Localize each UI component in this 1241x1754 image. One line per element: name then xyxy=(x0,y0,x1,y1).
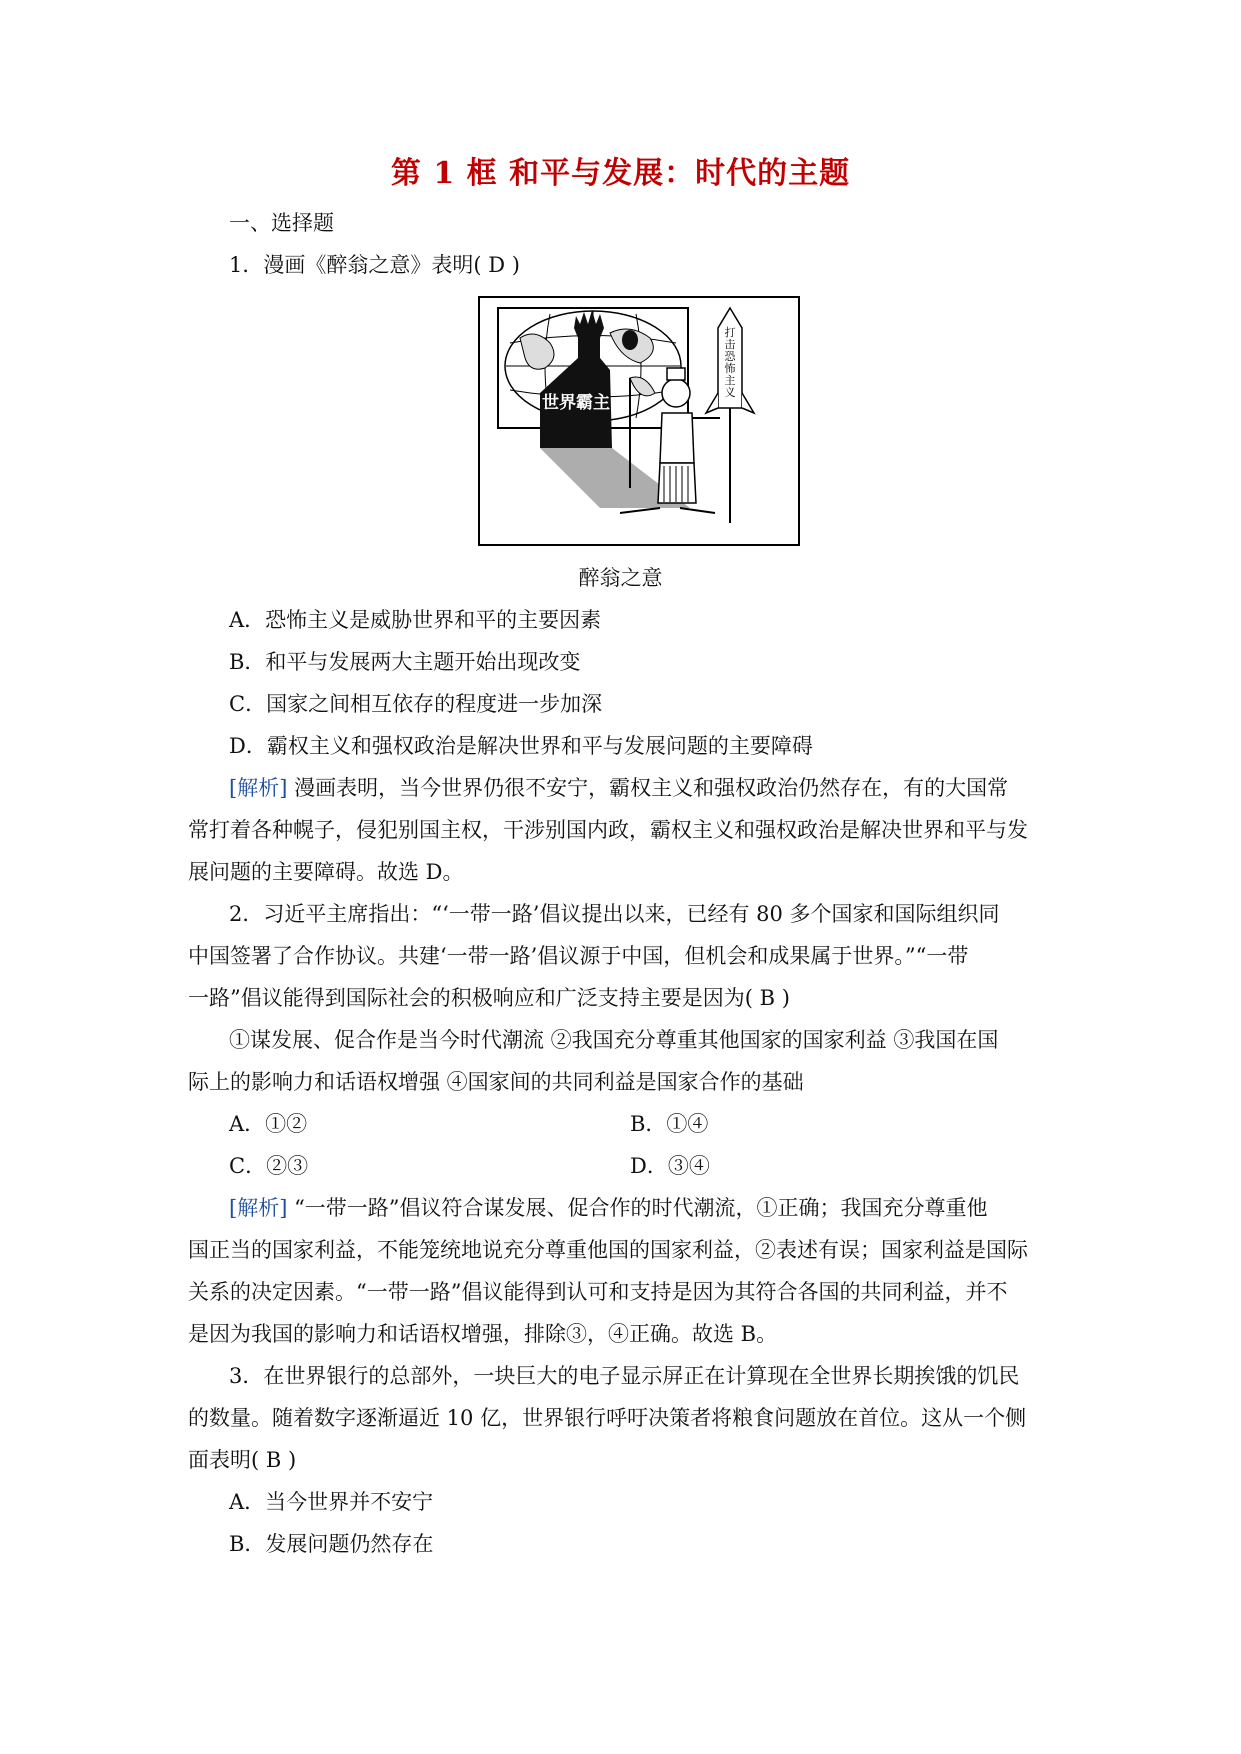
q2-option-b: B．①④ xyxy=(630,1112,709,1136)
q1-stem: 1．漫画《醉翁之意》表明( D ) xyxy=(229,253,520,277)
cartoon-illustration xyxy=(480,298,798,544)
q1-analysis-line: [解析] 漫画表明，当今世界仍很不安宁，霸权主义和强权政治仍然存在，有的大国常 xyxy=(229,776,1009,800)
analysis-tag: [解析] xyxy=(229,776,288,800)
q3-stem: 的数量。随着数字逐渐逼近 10 亿，世界银行呼吁决策者将粮食问题放在首位。这从一个侧 xyxy=(188,1406,1027,1430)
q2-option-d: D．③④ xyxy=(630,1154,710,1178)
q1-option-d: D．霸权主义和强权政治是解决世界和平与发展问题的主要障碍 xyxy=(229,734,813,758)
q2-analysis-line: 关系的决定因素。“一带一路”倡议能得到认可和支持是因为其符合各国的共同利益，并不 xyxy=(188,1280,1008,1304)
q3-option-a: A．当今世界并不安宁 xyxy=(229,1490,434,1514)
shadow-label: 世界霸主 xyxy=(542,393,610,413)
q3-option-b: B．发展问题仍然存在 xyxy=(229,1532,434,1556)
q2-stem: 中国签署了合作协议。共建‘一带一路’倡议源于中国，但机会和成果属于世界。”“一带 xyxy=(188,944,969,968)
q2-option-c: C．②③ xyxy=(229,1154,309,1178)
q3-stem: 面表明( B ) xyxy=(188,1448,297,1472)
section-heading: 一、选择题 xyxy=(229,211,334,235)
q2-answer: B xyxy=(759,986,776,1010)
cartoon-figure xyxy=(478,296,800,546)
figure-caption: 醉翁之意 xyxy=(578,566,663,590)
q2-items: 际上的影响力和话语权增强 ④国家间的共同利益是国家合作的基础 xyxy=(188,1070,804,1094)
q1-option-c: C．国家之间相互依存的程度进一步加深 xyxy=(229,692,603,716)
q2-analysis-line: 国正当的国家利益，不能笼统地说充分尊重他国的国家利益，②表述有误；国家利益是国际 xyxy=(188,1238,1028,1262)
q2-option-a: A．①② xyxy=(229,1112,308,1136)
q2-analysis-line: 是因为我国的影响力和话语权增强，排除③，④正确。故选 B。 xyxy=(188,1322,778,1346)
q2-stem: 2．习近平主席指出：“‘一带一路’倡议提出以来，已经有 80 多个国家和国际组织同 xyxy=(229,902,1000,926)
q2-analysis-line: [解析] “一带一路”倡议符合谋发展、促合作的时代潮流，①正确；我国充分尊重他 xyxy=(229,1196,988,1220)
q3-stem: 3．在世界银行的总部外，一块巨大的电子显示屏正在计算现在全世界长期挨饿的饥民 xyxy=(229,1364,1020,1388)
q1-analysis-line: 常打着各种幌子，侵犯别国主权，干涉别国内政，霸权主义和强权政治是解决世界和平与发 xyxy=(188,818,1028,842)
q1-option-b: B．和平与发展两大主题开始出现改变 xyxy=(229,650,581,674)
q2-stem: 一路”倡议能得到国际社会的积极响应和广泛支持主要是因为( B ) xyxy=(188,986,790,1010)
analysis-tag: [解析] xyxy=(229,1196,288,1220)
rocket-label: 打击恐怖主义 xyxy=(724,326,736,399)
q3-answer: B xyxy=(265,1448,282,1472)
q1-answer: D xyxy=(488,253,506,277)
q1-analysis-line: 展问题的主要障碍。故选 D。 xyxy=(188,860,464,884)
q1-option-a: A．恐怖主义是威胁世界和平的主要因素 xyxy=(229,608,602,632)
q2-items: ①谋发展、促合作是当今时代潮流 ②我国充分尊重其他国家的国家利益 ③我国在国 xyxy=(229,1028,999,1052)
page-title: 第 1 框 和平与发展：时代的主题 xyxy=(390,156,851,191)
